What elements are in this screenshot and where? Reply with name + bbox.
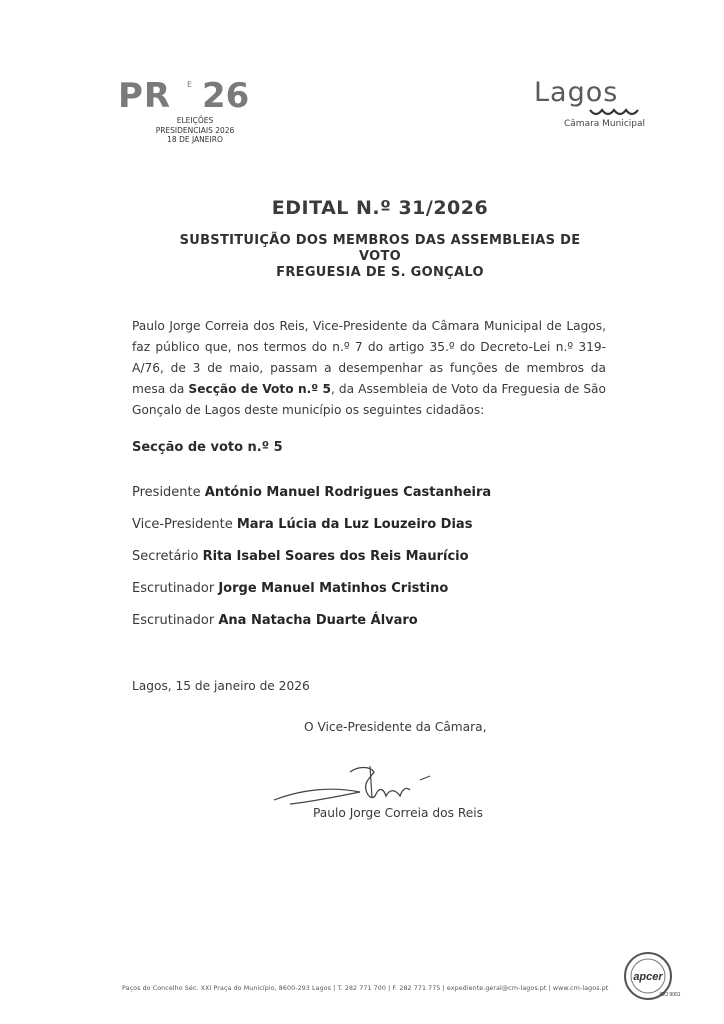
member-name: Rita Isabel Soares dos Reis Maurício xyxy=(202,549,469,564)
subtitle-line2: VOTO xyxy=(358,249,401,264)
seal-iso: ISO 9001 xyxy=(659,992,681,998)
signatory-name: Paulo Jorge Correia dos Reis xyxy=(313,806,483,820)
member-role: Escrutinador xyxy=(132,613,215,628)
lagos-logo-word: Lagos xyxy=(534,77,619,108)
certification-seal-icon xyxy=(610,950,686,1002)
pr-logo-line3: 18 DE JANEIRO xyxy=(167,135,223,144)
section-heading: Secção de voto n.º 5 xyxy=(132,440,283,455)
member-name: Mara Lúcia da Luz Louzeiro Dias xyxy=(236,517,473,532)
pr-logo-line1: ELEIÇÕES xyxy=(176,116,214,125)
member-row xyxy=(132,581,448,596)
signatory-title: O Vice-Presidente da Câmara, xyxy=(304,720,487,734)
document-subtitle xyxy=(130,233,630,281)
body-text-part1: Paulo Jorge Correia dos Reis, Vice-Presidente da Câmara Municipal de Lagos, faz público que, nos termos do n.º 7 do artigo 35.º do Decreto-Lei n.º 319-A/76, de 3 de maio, passam a desempenhar as funções de membros da mesa da xyxy=(132,319,606,396)
subtitle-line3: FREGUESIA DE S. GONÇALO xyxy=(276,265,484,280)
pr-logo-caption xyxy=(140,116,250,145)
body-paragraph xyxy=(132,316,606,421)
member-row xyxy=(132,485,491,500)
member-row xyxy=(132,613,418,628)
seal-brand: apcer xyxy=(633,971,663,983)
member-name: António Manuel Rodrigues Castanheira xyxy=(204,485,492,500)
member-role: Presidente xyxy=(132,485,201,500)
pr-logo-line2: PRESIDENCIAIS 2026 xyxy=(155,125,235,135)
pr26-logo xyxy=(118,78,268,148)
lagos-logo-subtitle: Câmara Municipal xyxy=(564,119,646,129)
pr-logo-number: 26 xyxy=(202,76,250,116)
member-name: Ana Natacha Duarte Álvaro xyxy=(218,613,418,628)
member-role: Escrutinador xyxy=(132,581,215,596)
subtitle-line1: SUBSTITUIÇÃO DOS MEMBROS DAS ASSEMBLEIAS DE xyxy=(179,233,581,248)
document-title: EDITAL N.º 31/2026 xyxy=(271,197,489,219)
member-row xyxy=(132,517,472,532)
member-row xyxy=(132,549,469,564)
signature-image xyxy=(270,760,450,810)
member-role: Vice-Presidente xyxy=(132,517,233,532)
pr-logo-superscript: E xyxy=(187,80,193,89)
member-role: Secretário xyxy=(132,549,199,564)
footer-contact: Paços do Concelho Séc. XXI Praça do Município, 8600-293 Lagos | T. 282 771 700 | F. 282 771 775 | expediente.geral@cm-lagos.pt | www.cm-lagos.pt xyxy=(122,985,609,992)
body-text-part2: , da Assembleia de Voto da Freguesia de São Gonçalo de Lagos deste município os seguintes cidadãos: xyxy=(132,382,606,417)
document-date: Lagos, 15 de janeiro de 2026 xyxy=(132,679,310,693)
member-name: Jorge Manuel Matinhos Cristino xyxy=(218,581,449,596)
pr-logo-main: PR xyxy=(118,76,172,116)
lagos-logo xyxy=(532,78,652,134)
body-text-bold: Secção de Voto n.º 5 xyxy=(188,382,332,396)
